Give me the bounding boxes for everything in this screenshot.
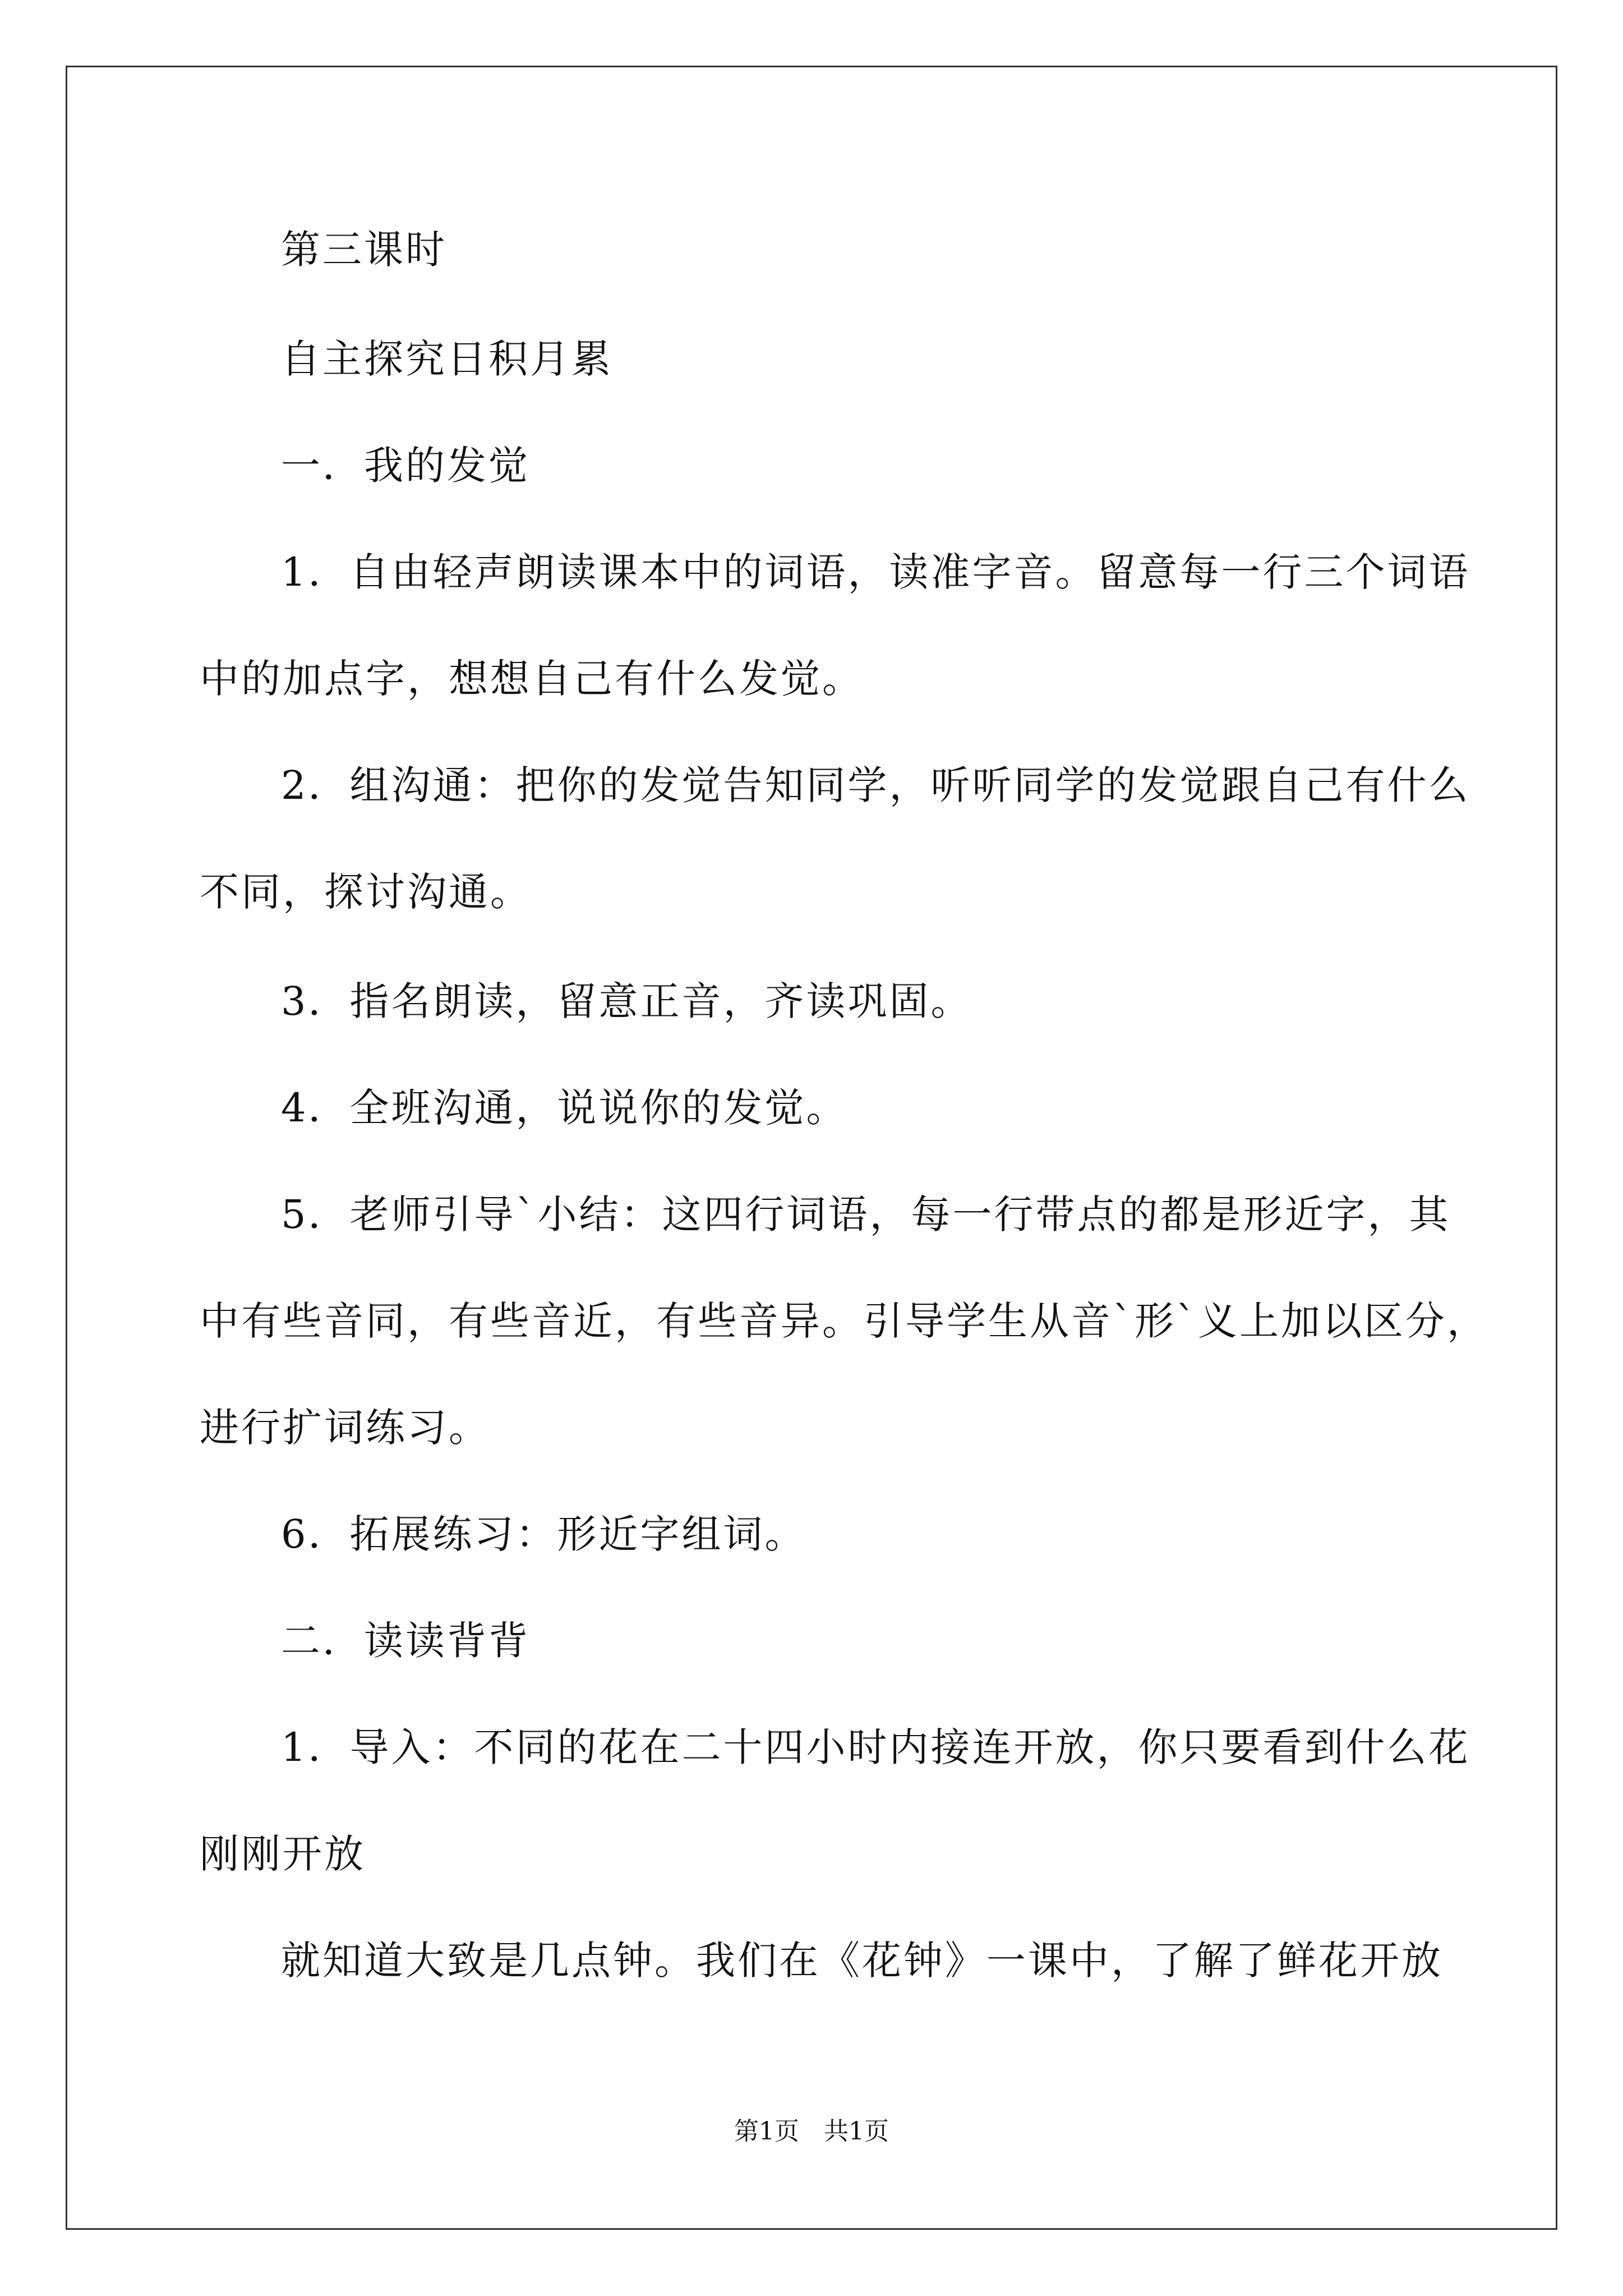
page-footer: 第1页 共1页 [734,2117,889,2146]
paragraph-line: 就知道大致是几点钟。我们在《花钟》一课中，了解了鲜花开放 [281,1938,1443,1984]
paragraph-line: 2．组沟通：把你的发觉告知同学，听听同学的发觉跟自己有什么 [281,762,1470,808]
paragraph-line: 中有些音同，有些音近，有些音异。引导学生从音`形`义上加以区分， [200,1298,1488,1344]
paragraph-line: 5．老师引导`小结：这四行词语，每一行带点的都是形近字，其 [281,1191,1451,1237]
paragraph-line: 不同，探讨沟通。 [200,869,532,915]
paragraph-line: 1．导入：不同的花在二十四小时内接连开放，你只要看到什么花 [281,1724,1470,1770]
paragraph-line: 进行扩词练习。 [200,1405,490,1451]
paragraph-line: 刚刚开放 [200,1831,366,1877]
paragraph-line: 6．拓展练习：形近字组词。 [281,1511,806,1557]
lesson-title: 第三课时 [281,227,447,273]
paragraph-line: 1．自由轻声朗读课本中的词语，读准字音。留意每一行三个词语 [281,549,1470,595]
page-border [66,66,1557,2230]
paragraph-line: 3．指名朗读，留意正音，齐读巩固。 [281,978,972,1024]
section-heading-1: 一．我的发觉 [281,443,530,489]
section-subtitle: 自主探究日积月累 [281,336,613,382]
paragraph-line: 中的加点字，想想自己有什么发觉。 [200,656,864,702]
paragraph-line: 4．全班沟通，说说你的发觉。 [281,1085,848,1131]
section-heading-2: 二．读读背背 [281,1618,530,1664]
